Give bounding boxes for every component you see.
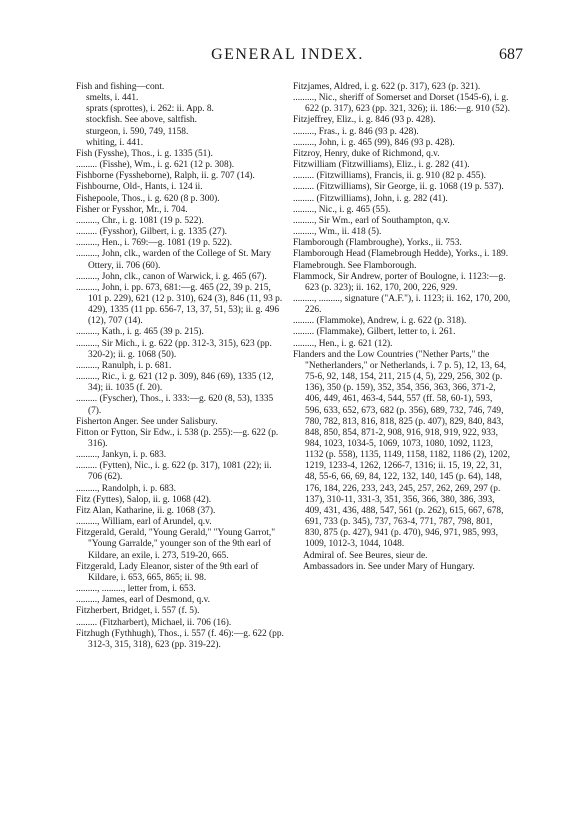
index-entry: whiting, i. 441. <box>86 137 144 148</box>
index-entry: ........., Ranulph, i. p. 681. <box>76 360 172 371</box>
index-entry: Fitz (Fyttes), Salop, ii. g. 1068 (42). <box>76 494 212 505</box>
index-entry: ........., Nic., i. g. 465 (55). <box>293 204 391 215</box>
index-entry: sprats (sprottes), i. 262: ii. App. 8. <box>86 104 214 115</box>
index-entry: Fitzjames, Aldred, i. g. 622 (p. 317), 623 (p. 321). <box>293 82 481 92</box>
index-entry: ........., Ric., i. g. 621 (12 p. 309), 846 (69), 1335 (12, 34); ii. 1035 (f. 20). <box>76 372 274 394</box>
index-entry: smelts, i. 441. <box>86 93 139 104</box>
index-entry: Fitzhugh (Fythhugh), Thos., i. 557 (f. 46):—g. 622 (pp. 312-3, 315, 318), 623 (pp. 319-22). <box>76 628 284 650</box>
index-column-right <box>293 82 511 573</box>
index-entry: Fishborne (Fyssheborne), Ralph, ii. g. 707 (14). <box>76 171 255 182</box>
index-entry: Fitzherbert, Bridget, i. 557 (f. 5). <box>76 606 200 617</box>
index-entry: ........., William, earl of Arundel, q.v. <box>76 517 212 528</box>
index-entry: sturgeon, i. 590, 749, 1158. <box>86 126 189 137</box>
index-entry: Ambassadors in. See under Mary of Hungary. <box>303 561 475 572</box>
index-column-left <box>76 82 286 651</box>
index-entry: Fisherton Anger. See under Salisbury. <box>76 416 218 427</box>
index-entry: Fishbourne, Old-, Hants, i. 124 ii. <box>76 182 203 193</box>
index-entry: Fitzroy, Henry, duke of Richmond, q.v. <box>293 148 440 159</box>
index-entry: Fitzgerald, Gerald, "Young Gerald," "Young Garrot," "Young Garralde," younger son of the 9th earl of Kildare, an exile, i. 273, 519-20, 665. <box>76 528 276 561</box>
index-entry: ........., James, earl of Desmond, q.v. <box>76 595 211 606</box>
index-entry: ........., Chr., i. g. 1081 (19 p. 522). <box>76 215 204 226</box>
index-entry: ......... (Fyscher), Thos., i. 333:—g. 620 (8, 53), 1335 (7). <box>76 394 274 416</box>
index-entry: Fitz Alan, Katharine, ii. g. 1068 (37). <box>76 505 216 516</box>
index-entry: ........., John, i. pp. 673, 681:—g. 465 (22, 39 p. 215, 101 p. 229), 621 (12 p. 310), 624 (3), 846 (11, 93 p. 429), 1335 (11 pp. 656-7, 13, 37, 51, 53); ii. g. 496 (12), 707 (14). <box>76 282 283 327</box>
index-entry: Admiral of. See Beures, sieur de. <box>303 550 428 561</box>
index-entry: ......... (Fitzwilliams), John, i. g. 282 (41). <box>293 193 448 204</box>
index-entry: ........., Hen., i. 769:—g. 1081 (19 p. 522). <box>76 238 232 249</box>
index-entry: ........., Kath., i. g. 465 (39 p. 215). <box>76 327 204 338</box>
index-entry: ......... (Fitzharbert), Michael, ii. 706 (16). <box>76 617 232 628</box>
index-entry: Fish (Fysshe), Thos., i. g. 1335 (51). <box>76 148 213 159</box>
page-number: 687 <box>499 46 523 63</box>
index-entry: ......... (Flammoke), Andrew, i. g. 622 (p. 318). <box>293 316 467 327</box>
index-entry: stockfish. See above, saltfish. <box>86 115 197 126</box>
page-header <box>60 46 523 68</box>
index-entry: ........., ........., letter from, i. 653. <box>76 584 196 595</box>
index-entry: ........., Nic., sheriff of Somerset and Dorset (1545-6), i. g. 622 (p. 317), 623 (pp. 321, 326); ii. 186:—g. 910 (52). <box>293 93 510 115</box>
index-entry: ......... (Fisshe), Wm., i. g. 621 (12 p. 308). <box>76 160 235 171</box>
index-entry: Flamebrough. See Flamborough. <box>293 260 417 271</box>
index-entry: Fisher or Fysshor, Mr., i. 704. <box>76 204 188 215</box>
index-entry: Fitzjeffrey, Eliz., i. g. 846 (93 p. 428). <box>293 115 436 126</box>
index-entry: Fitzwilliam (Fitzwilliams), Eliz., i. g. 282 (41). <box>293 160 470 171</box>
index-entry: ........., John, clk., warden of the College of St. Mary Ottery, ii. 706 (60). <box>76 249 272 271</box>
index-entry: Flammock, Sir Andrew, porter of Boulogne, i. 1123:—g. 623 (p. 323); ii. 162, 170, 200, 226, 929. <box>293 271 506 293</box>
index-entry: Flamborough Head (Flamebrough Hedde), Yorks., i. 189. <box>293 249 509 260</box>
index-entry: ........., Randolph, i. p. 683. <box>76 483 176 494</box>
index-entry: ......... (Fysshor), Gilbert, i. g. 1335 (27). <box>76 227 228 238</box>
index-entry: Fish and fishing—cont. <box>76 82 165 92</box>
index-entry: Flanders and the Low Countries ("Nether Parts," the "Netherlanders," or Netherlands, i. 7 p. 5), 12, 13, 64, 75-6, 92, 148, 154, 211, 215 (4, 5), 229, 256, 302 (p. 136), 350 (p. 159), 352, 354, 356, 363, 366, 371-2, 406, 449, 461, 463-4, 544, 557 (ff. 58, 60-1), 593, 596, 633, 652, 673, 682 (p. 356), 689, 732, 746, 749, 780, 782, 813, 816, 818, 825 (p. 407), 829, 840, 843, 848, 850, 854, 871-2, 908, 916, 918, 919, 922, 933, 984, 1023, 1034-5, 1069, 1073, 1080, 1092, 1123, 1132 (p. 558), 1135, 1149, 1158, 1182, 1186 (2), 1202, 1219, 1233-4, 1262, 1266-7, 1316; ii. 15, 19, 22, 31, 48, 55-6, 66, 69, 84, 122, 132, 140, 145 (p. 64), 148, 176, 184, 226, 233, 243, 245, 257, 262, 269, 297 (p. 137), 310-11, 331-3, 351, 356, 366, 380, 386, 393, 409, 431, 436, 488, 547, 561 (p. 262), 615, 667, 678, 691, 733 (p. 345), 737, 763-4, 771, 787, 798, 801, 830, 875 (p. 427), 941 (p. 470), 946, 971, 985, 993, 1009, 1012-3, 1044, 1048. <box>293 349 510 550</box>
index-entry: ......... (Fytten), Nic., i. g. 622 (p. 317), 1081 (22); ii. 706 (62). <box>76 461 272 483</box>
index-entry: ........., Hen., i. g. 621 (12). <box>293 338 393 349</box>
index-entry: ........., Jankyn, i. p. 683. <box>76 450 167 461</box>
index-entry: ......... (Fitzwilliams), Francis, ii. g. 910 (82 p. 455). <box>293 171 486 182</box>
index-entry: ......... (Fitzwilliams), Sir George, ii. g. 1068 (19 p. 537). <box>293 182 504 193</box>
index-entry: ........., Fras., i. g. 846 (93 p. 428). <box>293 126 419 137</box>
index-entry: Fitzgerald, Lady Eleanor, sister of the 9th earl of Kildare, i. 653, 665, 865; ii. 98. <box>76 561 259 583</box>
index-entry: ........., ........., signature ("A.F."), i. 1123; ii. 162, 170, 200, 226. <box>293 293 511 316</box>
index-entry: ........., John, i. g. 465 (99), 846 (93 p. 428). <box>293 137 455 148</box>
index-entry: ........., Sir Mich., i. g. 622 (pp. 312-3, 315), 623 (pp. 320-2); ii. g. 1068 (50). <box>76 338 272 360</box>
index-entry: ........., Wm., ii. 418 (5). <box>293 227 382 238</box>
index-entry: ......... (Flammake), Gilbert, letter to, i. 261. <box>293 327 456 338</box>
index-entry: Flamborough (Flambroughe), Yorks., ii. 753. <box>293 238 462 249</box>
index-entry: ........., John, clk., canon of Warwick, i. g. 465 (67). <box>76 271 267 282</box>
index-entry: Fitton or Fytton, Sir Edw., i. 538 (p. 255):—g. 622 (p. 316). <box>76 427 279 449</box>
index-entry: Fishepoole, Thos., i. g. 620 (8 p. 300). <box>76 193 220 204</box>
index-entry: ........., Sir Wm., earl of Southampton, q.v. <box>293 215 450 226</box>
page-title: GENERAL INDEX. <box>211 46 364 63</box>
